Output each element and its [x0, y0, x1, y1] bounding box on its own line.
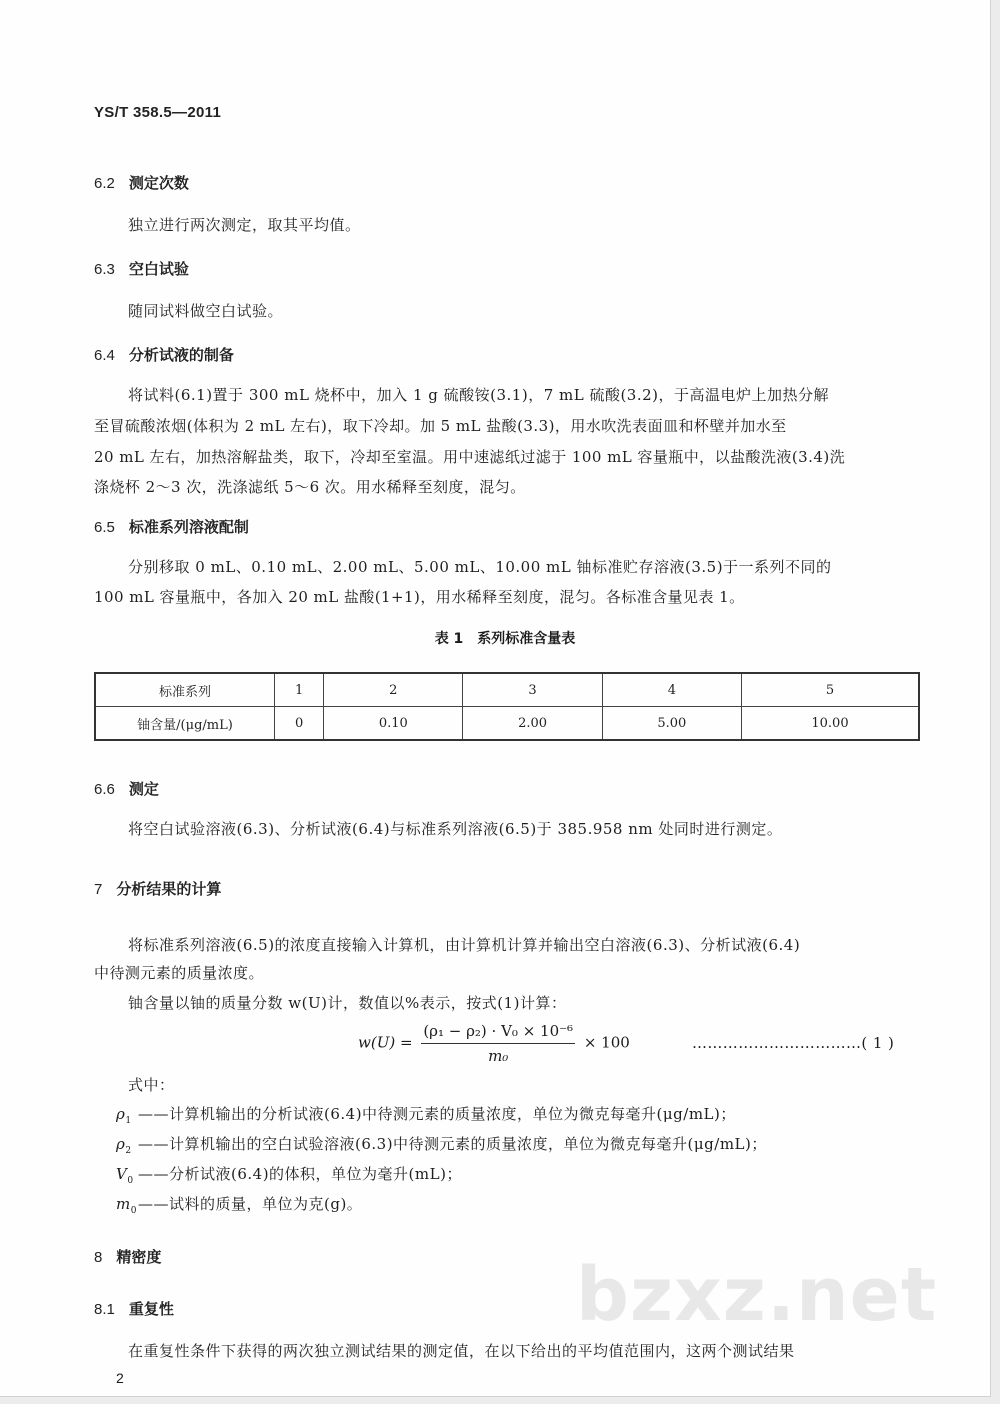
table-cell: 3: [463, 673, 602, 707]
section-text-8-1: 在重复性条件下获得的两次独立测试结果的测定值，在以下给出的平均值范围内，这两个测试结果: [128, 1342, 795, 1360]
section-heading-6-2: [94, 172, 189, 193]
symbol: $\rho_2$: [116, 1135, 132, 1156]
section-title: 分析试液的制备: [128, 346, 234, 364]
table-caption: 表 1 系列标准含量表: [434, 631, 576, 647]
table-cell: 2.00: [463, 707, 602, 741]
formula-leader: ……………………………: [692, 1034, 862, 1052]
section-heading-6-4: [94, 344, 234, 365]
definition-v0: [116, 1163, 462, 1186]
table-cell: 5: [741, 673, 919, 707]
table-cell: 2: [324, 673, 463, 707]
table-cell: 5.00: [602, 707, 741, 741]
table-cell: 4: [602, 673, 741, 707]
section-text-6-2: 独立进行两次测定，取其平均值。: [128, 216, 361, 234]
section-number: 6.2: [94, 175, 115, 192]
section-title: 分析结果的计算: [116, 880, 222, 898]
section-heading-8: [94, 1246, 161, 1267]
section-text-6-3: 随同试料做空白试验。: [128, 302, 284, 320]
formula-rhs: × 100: [583, 1033, 630, 1052]
section-heading-6-6: [94, 778, 159, 799]
standard-series-table: [94, 672, 920, 741]
section-number: 6.4: [94, 347, 115, 364]
table-row: [95, 707, 919, 741]
formula-numerator: (ρ₁ − ρ₂) · V₀ × 10⁻⁶: [421, 1022, 575, 1044]
table-cell: 铀含量/(μg/mL): [95, 707, 275, 741]
page-number: 2: [116, 1370, 124, 1386]
section-title: 测定次数: [128, 174, 189, 192]
section-heading-8-1: [94, 1298, 174, 1319]
table-cell: 10.00: [741, 707, 919, 741]
paragraph-line: 将标准系列溶液(6.5)的浓度直接输入计算机，由计算机计算并输出空白溶液(6.3)、分析试液(6.4): [128, 936, 801, 954]
section-heading-6-3: [94, 258, 189, 279]
definition-rho1: [116, 1103, 736, 1126]
section-title: 测定: [128, 780, 159, 798]
formula-number: ( 1 ): [861, 1034, 895, 1052]
paragraph-line: 中待测元素的质量浓度。: [94, 964, 264, 982]
table-cell: 标准系列: [95, 673, 275, 707]
definition-text: ——试料的质量，单位为克(g)。: [138, 1195, 363, 1213]
section-text-6-6: 将空白试验溶液(6.3)、分析试液(6.4)与标准系列溶液(6.5)于 385.958 nm 处同时进行测定。: [128, 820, 783, 838]
symbol: $V_0$: [116, 1165, 134, 1186]
section-number: 7: [94, 881, 103, 898]
formula-lhs: w(U) =: [358, 1033, 413, 1052]
section-number: 6.3: [94, 261, 115, 278]
section-number: 6.5: [94, 519, 115, 536]
definition-text: ——计算机输出的分析试液(6.4)中待测元素的质量浓度，单位为微克每毫升(μg/mL)；: [138, 1105, 736, 1123]
watermark: bzxz.net: [576, 1252, 938, 1338]
table-cell: 1: [275, 673, 324, 707]
formula-fraction: [421, 1022, 575, 1065]
paragraph-line: 100 mL 容量瓶中，各加入 20 mL 盐酸(1+1)，用水稀释至刻度，混匀。各标准含量见表 1。: [94, 588, 745, 606]
paragraph-line: 20 mL 左右，加热溶解盐类，取下，冷却至室温。用中速滤纸过滤于 100 mL 容量瓶中，以盐酸洗液(3.4)洗: [94, 448, 846, 466]
paragraph-line: 涤烧杯 2～3 次，洗涤滤纸 5～6 次。用水稀释至刻度，混匀。: [94, 478, 526, 496]
definition-m0: [116, 1193, 362, 1216]
table-header-row: [95, 673, 919, 707]
paragraph-line: 铀含量以铀的质量分数 w(U)计，数值以%表示，按式(1)计算：: [128, 994, 567, 1012]
formula-denominator: m₀: [488, 1047, 509, 1065]
symbol: $\rho_1$: [116, 1105, 132, 1126]
definition-rho2: [116, 1133, 767, 1156]
section-number: 6.6: [94, 781, 115, 798]
section-title: 空白试验: [128, 260, 189, 278]
table-cell: 0: [275, 707, 324, 741]
paragraph-line: 分别移取 0 mL、0.10 mL、2.00 mL、5.00 mL、10.00 mL 铀标准贮存溶液(3.5)于一系列不同的: [128, 558, 832, 576]
definition-text: ——分析试液(6.4)的体积，单位为毫升(mL)；: [138, 1165, 462, 1183]
table-cell: 0.10: [324, 707, 463, 741]
section-title: 重复性: [128, 1300, 174, 1318]
where-label: 式中：: [128, 1076, 175, 1094]
section-number: 8.1: [94, 1301, 115, 1318]
section-title: 标准系列溶液配制: [128, 518, 249, 536]
section-heading-6-5: [94, 516, 249, 537]
section-title: 精密度: [116, 1248, 162, 1266]
paragraph-line: 将试料(6.1)置于 300 mL 烧杯中，加入 1 g 硫酸铵(3.1)，7 mL 硫酸(3.2)，于高温电炉上加热分解: [128, 386, 830, 404]
symbol: $m_0$: [116, 1195, 137, 1216]
standard-code: YS/T 358.5—2011: [94, 104, 222, 121]
formula-label: [692, 1034, 894, 1052]
paragraph-line: 至冒硫酸浓烟(体积为 2 mL 左右)，取下冷却。加 5 mL 盐酸(3.3)，用水吹洗表面皿和杯壁并加水至: [94, 417, 787, 435]
section-heading-7: [94, 878, 221, 899]
formula-1: [358, 1022, 630, 1065]
definition-text: ——计算机输出的空白试验溶液(6.3)中待测元素的质量浓度，单位为微克每毫升(μg/mL)；: [138, 1135, 767, 1153]
section-number: 8: [94, 1249, 103, 1266]
